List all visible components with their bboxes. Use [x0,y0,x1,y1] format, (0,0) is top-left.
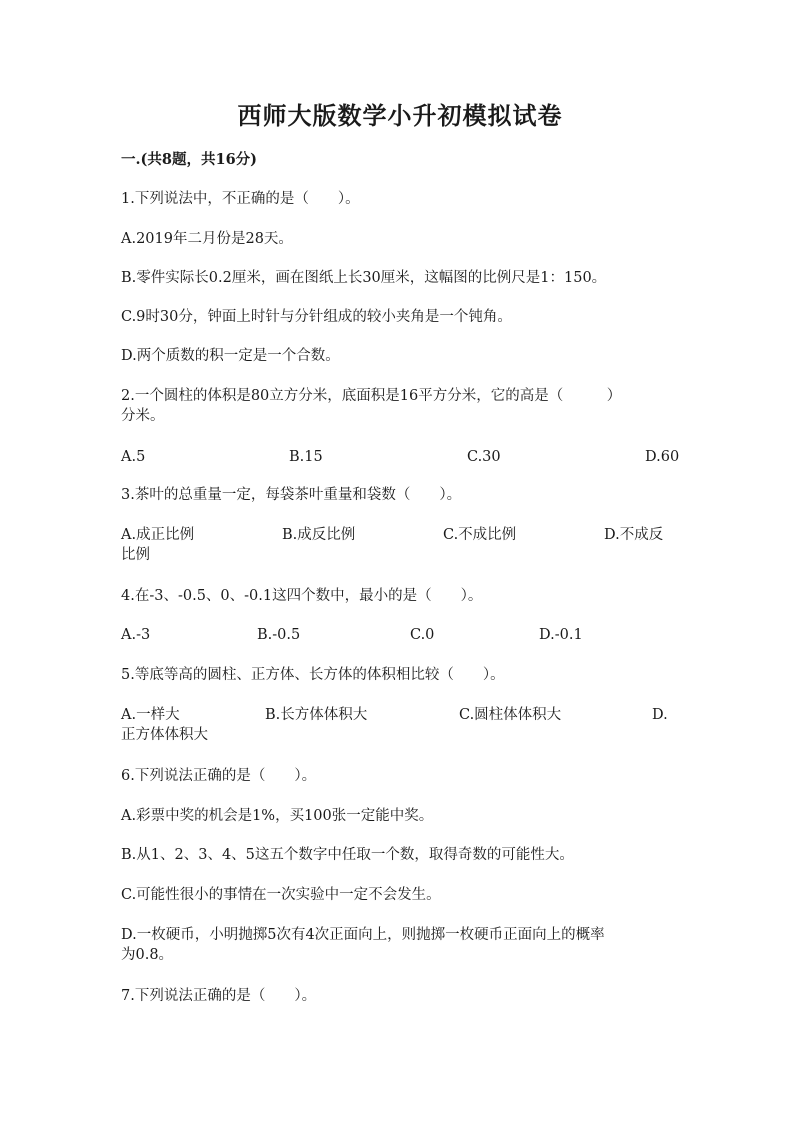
question-2-stem-cont: 分米。 [121,408,165,424]
question-5-option-b: B.长方体体积大 [265,707,368,723]
question-6-option-b: B.从1、2、3、4、5这五个数字中任取一个数，取得奇数的可能性大。 [121,847,574,863]
question-3-option-c: C.不成比例 [443,527,517,543]
question-3-stem: 3.茶叶的总重量一定，每袋茶叶重量和袋数（ ）。 [121,487,462,503]
question-5-option-a: A.一样大 [121,707,180,723]
question-1-stem: 1.下列说法中，不正确的是（ ）。 [121,191,360,207]
question-3-option-a: A.成正比例 [121,527,195,543]
question-4-option-c: C.0 [410,627,435,643]
question-2-option-b: B.15 [289,449,323,465]
question-6-option-a: A.彩票中奖的机会是1%，买100张一定能中奖。 [121,808,434,824]
question-4-option-b: B.-0.5 [257,627,301,643]
question-6-stem: 6.下列说法正确的是（ ）。 [121,768,317,784]
question-2-option-d: D.60 [645,449,680,465]
question-4-stem: 4.在-3、-0.5、0、-0.1这四个数中，最小的是（ ）。 [121,588,483,604]
question-6-option-d: D.一枚硬币，小明抛掷5次有4次正面向上，则抛掷一枚硬币正面向上的概率 [121,927,605,943]
question-1-option-a: A.2019年二月份是28天。 [121,231,293,247]
question-5-option-c: C.圆柱体体积大 [459,707,562,723]
question-3-option-b: B.成反比例 [282,527,356,543]
question-1-option-b: B.零件实际长0.2厘米，画在图纸上长30厘米，这幅图的比例尺是1：150。 [121,270,607,286]
question-2-stem: 2.一个圆柱的体积是80立方分米，底面积是16平方分米，它的高是（ ） [121,388,622,404]
question-2-option-a: A.5 [121,449,146,465]
question-6-option-d-cont: 为0.8。 [121,947,174,963]
question-2-option-c: C.30 [467,449,501,465]
question-3-option-d: D.不成反 [604,527,664,543]
section-heading: 一.(共8题，共16分) [121,151,258,168]
question-5-option-d-cont: 正方体体积大 [121,727,208,743]
question-4-option-a: A.-3 [121,627,151,643]
question-6-option-c: C.可能性很小的事情在一次实验中一定不会发生。 [121,887,441,903]
question-7-stem: 7.下列说法正确的是（ ）。 [121,988,317,1004]
question-1-option-c: C.9时30分，钟面上时针与分针组成的较小夹角是一个钝角。 [121,309,512,325]
question-5-stem: 5.等底等高的圆柱、正方体、长方体的体积相比较（ ）。 [121,667,505,683]
question-1-option-d: D.两个质数的积一定是一个合数。 [121,348,340,364]
question-4-option-d: D.-0.1 [539,627,583,643]
question-3-option-d-cont: 比例 [121,547,150,563]
question-5-option-d: D. [652,707,668,723]
page-title: 西师大版数学小升初模拟试卷 [237,101,563,130]
